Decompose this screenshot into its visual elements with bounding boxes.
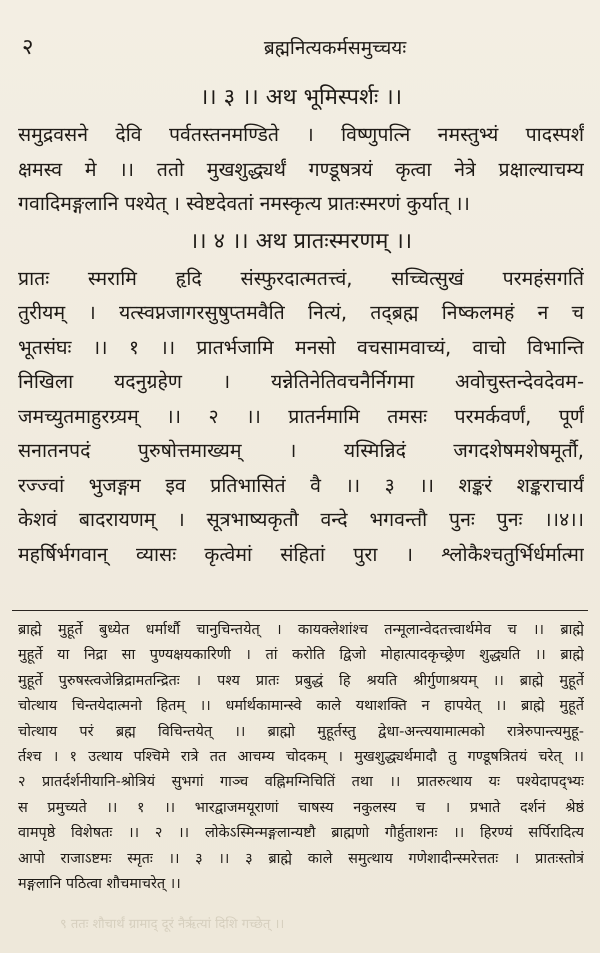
page-number: २ xyxy=(22,35,34,60)
footnote-line: मङ्गलानि पठित्वा शौचमाचरेत् ।। xyxy=(18,875,181,892)
footnote-line: मुहूर्ते पुरुषस्त्वजेन्निद्रामतन्द्रितः । पश्य प्रातः प्रबुद्धं हि श्रयति श्रीर्गुणाश्रयम् ।। ब्राह्मे मुहूर्ते xyxy=(18,672,584,689)
bleed-through-text: ९ ततः शौचार्थं ग्रामाद् दूरं नैर्ऋत्यां दिशि गच्छेत् ।। xyxy=(60,917,285,932)
running-head: ब्रह्मनित्यकर्मसमुच्चयः xyxy=(263,37,407,59)
verse-line: निखिला यदनुग्रहेण । यन्नेतिनेतिवचनैर्निगमा अवोचुस्तन्देवदेवम- xyxy=(18,370,584,393)
verse-line: महर्षिर्भगवान् व्यासः कृत्वेमां संहितां पुरा । श्लोकैश्चतुर्भिर्धर्मात्मा xyxy=(18,542,584,566)
footnotes xyxy=(18,618,584,897)
verse-line: प्रातः स्मरामि हृदि संस्फुरदात्मतत्त्वं, सच्चित्सुखं परमहंसगतिं xyxy=(18,266,584,290)
verse-line: भूतसंघः ।। १ ।। प्रातर्भजामि मनसो वचसामवाच्यं, वाचो विभान्ति xyxy=(18,335,584,359)
verse-line: गवादिमङ्गलानि पश्येत् । स्वेष्टदेवतां नमस्कृत्य प्रातःस्मरणं कुर्यात् ।। xyxy=(18,192,470,215)
footnote-line: र्तश्च । १ उत्थाय पश्चिमे रात्रे तत आचम्य चोदकम् । मुखशुद्ध्यर्थमादौ तु गण्डूषत्रितयं चरेत् ।। xyxy=(18,748,584,765)
verse-line: सनातनपदं पुरुषोत्तमाख्यम् । यस्मिन्निदं जगदशेषमशेषमूर्तौ, xyxy=(18,439,584,462)
footnote-line: चोत्थाय परं ब्रह्म विचिन्तयेत् ।। ब्राह्मो मुहूर्तस्तु द्वेधा-अन्त्ययामात्मको रात्रेरुपान्त्यमुहू- xyxy=(18,723,584,740)
footnote-line: मुहूर्ते या निद्रा सा पुण्यक्षयकारिणी । तां करोति द्विजो मोहात्पादकृच्छ्रेण शुद्ध्यति ।। ब्राह्मे xyxy=(18,647,584,664)
footnote-line: चोत्थाय चिन्तयेदात्मनो हितम् ।। धर्मार्थकामान्स्वे काले यथाशक्ति न हापयेत् ।। ब्राह्मे मुहूर्ते xyxy=(18,698,584,715)
footnote-line: वामपृष्ठे विशेषतः ।। २ ।। लोकेऽस्मिन्मङ्गलान्यष्टौ ब्राह्मणो गौर्हुताशनः ।। हिरण्यं सर्पिरादित्य xyxy=(18,825,584,842)
verse-line: क्षमस्व मे ।। ततो मुखशुद्ध्यर्थं गण्डूषत्रयं कृत्वा नेत्रे प्रक्षाल्याचम्य xyxy=(18,157,584,181)
page-header xyxy=(0,30,600,64)
footnote-divider xyxy=(12,610,588,611)
verse-line: तुरीयम् । यत्स्वप्नजागरसुषुप्तमवैति नित्यं, तद्ब्रह्म निष्कलमहं न च xyxy=(18,301,584,324)
main-text xyxy=(18,78,584,572)
footnote-line: ब्राह्मे मुहूर्ते बुध्येत धर्मार्थौ चानुचिन्तयेत् । कायक्लेशांश्च तन्मूलान्वेदतत्त्वार्थमेव च ।। ब्राह्मे xyxy=(18,622,584,638)
verse-line: जमच्युतमाहुरग्र्यम् ।। २ ।। प्रातर्नमामि तमसः परमर्कवर्णं, पूर्णं xyxy=(18,404,584,428)
section-heading-pratahsmaranam: ।। ४ ।। अथ प्रातःस्मरणम् ।। xyxy=(189,228,413,254)
section-heading-bhoomisparsha: ।। ३ ।। अथ भूमिस्पर्शः ।। xyxy=(199,85,403,110)
verse-line: समुद्रवसने देवि पर्वतस्तनमण्डिते । विष्णुपत्नि नमस्तुभ्यं पादस्पर्शं xyxy=(18,123,584,146)
footnote-line: आपो राजाऽष्टमः स्मृतः ।। ३ ।। ३ ब्राह्मे काले समुत्थाय गणेशादीन्स्मरेत्ततः । प्रातःस्तोत्रं xyxy=(18,850,584,867)
footnote-line: २ प्रातर्दर्शनीयानि-श्रोत्रियं सुभगां गाञ्च वह्निमग्निचितिं तथा ।। प्रातरुत्थाय यः पश्येदापद्भ्यः xyxy=(18,774,584,791)
verse-line: रज्ज्वां भुजङ्गम इव प्रतिभासितं वै ।। ३ ।। शङ्करं शङ्कराचार्यं xyxy=(18,473,584,497)
verse-line: केशवं बादरायणम् । सूत्रभाष्यकृतौ वन्दे भगवन्तौ पुनः पुनः ।।४।। xyxy=(18,508,584,531)
footnote-line: स प्रमुच्यते ।। १ ।। भारद्वाजमयूराणां चाषस्य नकुलस्य च । प्रभाते दर्शनं श्रेष्ठं xyxy=(18,799,584,816)
